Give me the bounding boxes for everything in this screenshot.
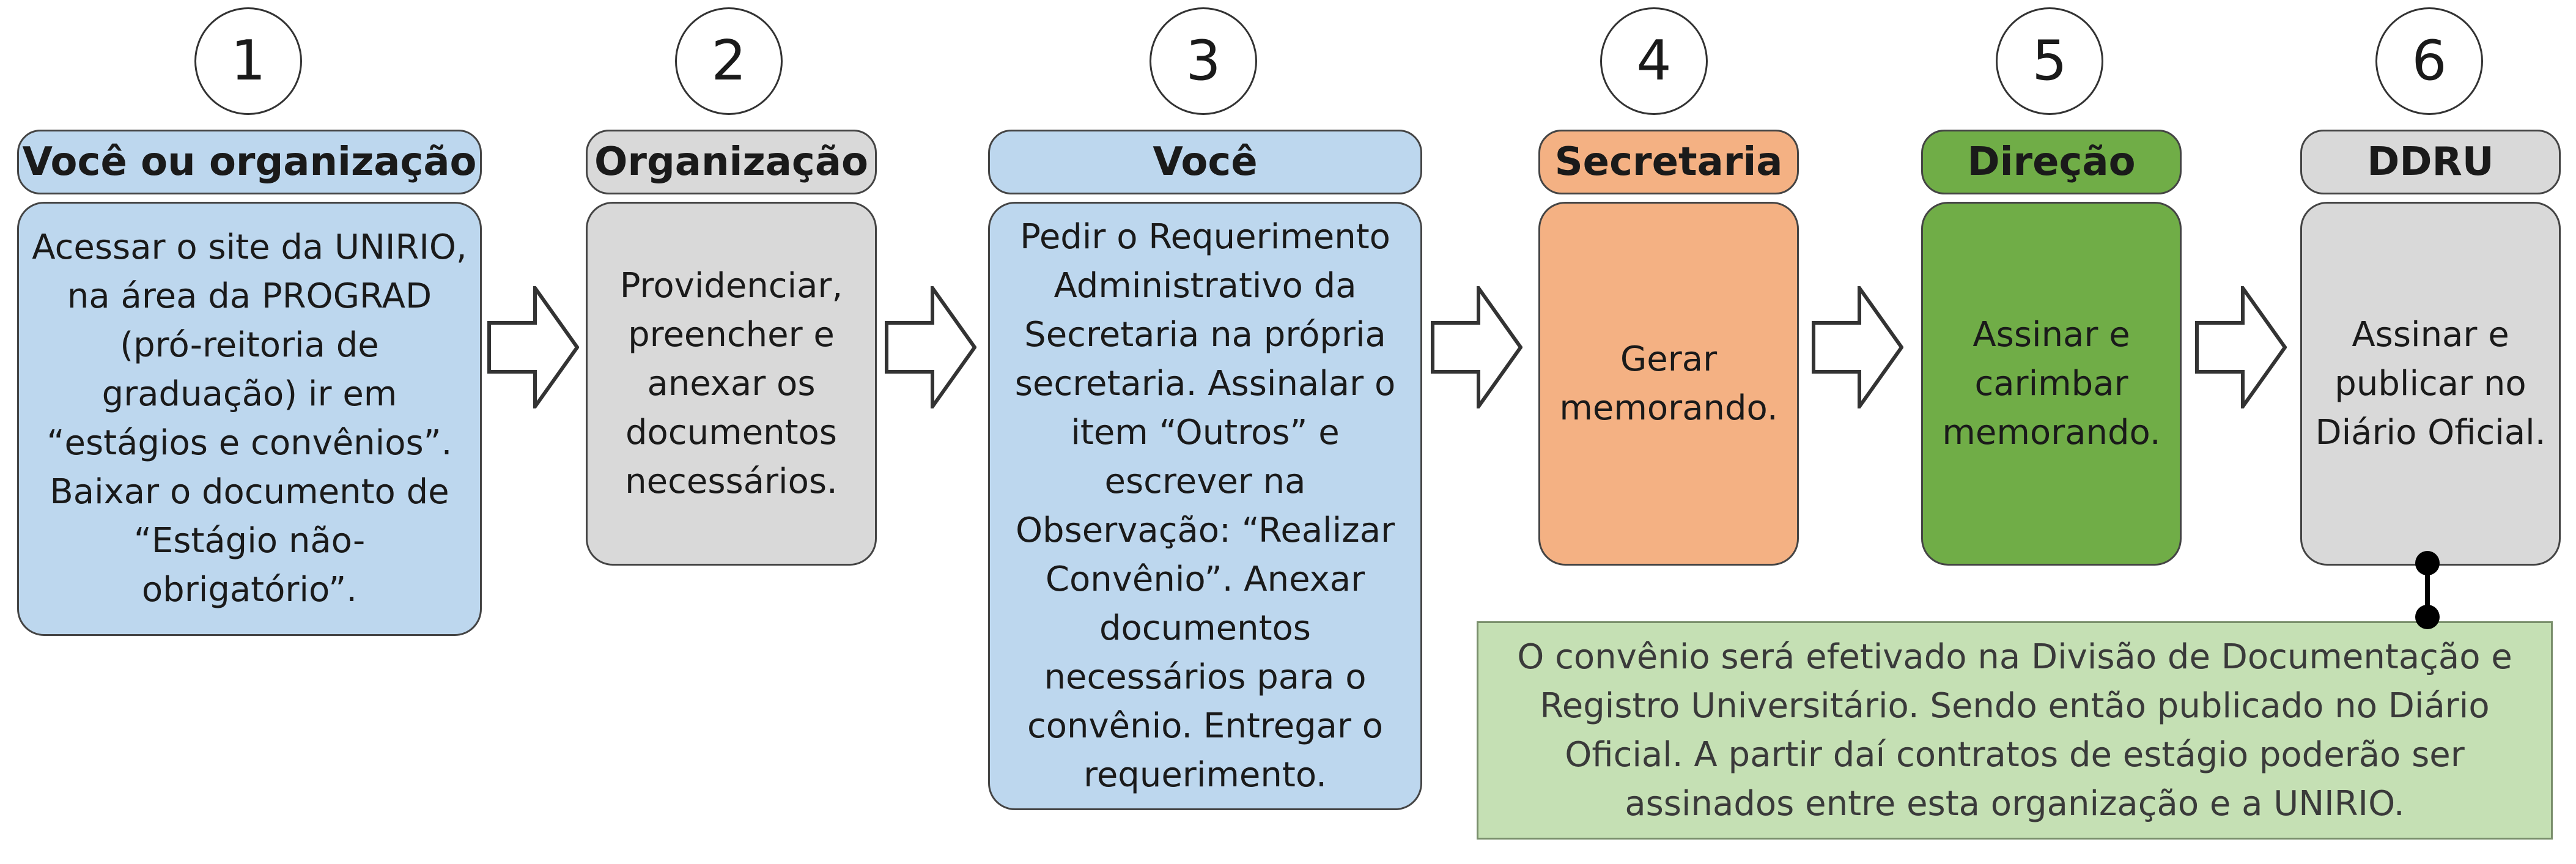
arrow-right-icon (2195, 286, 2287, 408)
step-2-box (586, 202, 877, 566)
step-5-header: Direção (1921, 130, 2182, 194)
step-6-header: DDRU (2300, 130, 2561, 194)
step-5-text: Assinar e carimbar memorando. (1942, 314, 2161, 452)
step-1-box (17, 202, 482, 636)
step-4-number: 4 (1600, 7, 1708, 115)
step-1-number: 1 (194, 7, 302, 115)
step-2-text: Providenciar, preencher e anexar os documentos necessários. (619, 265, 843, 501)
step-4-header: Secretaria (1538, 130, 1799, 194)
step-2-header: Organização (586, 130, 877, 194)
step-4-text: Gerar memorando. (1559, 339, 1778, 428)
step-6-text: Assinar e publicar no Diário Oficial. (2315, 314, 2546, 452)
note-box (1477, 621, 2553, 840)
step-1-header: Você ou organização (17, 130, 482, 194)
step-3-box (988, 202, 1422, 810)
step-3-text: Pedir o Requerimento Administrativo da Secretaria na própria secretaria. Assinalar o item “Outros” e escrever na Observação: “Realizar Convênio”. Anexar documentos necessários para o convênio. Entregar o requerimento. (1014, 216, 1396, 795)
step-2-number: 2 (675, 7, 783, 115)
step-5-number: 5 (1996, 7, 2103, 115)
step-3-header: Você (988, 130, 1422, 194)
arrow-right-icon (1431, 286, 1522, 408)
arrow-right-icon (487, 286, 579, 408)
step-6-number: 6 (2375, 7, 2483, 115)
arrow-right-icon (1812, 286, 1903, 408)
step-1-text: Acessar o site da UNIRIO, na área da PROGRAD (pró-reitoria de graduação) ir em “estágios e convênios”. Baixar o documento de “Estágio não-obrigatório”. (32, 227, 467, 610)
arrow-right-icon (885, 286, 976, 408)
step-3-number: 3 (1150, 7, 1257, 115)
step-4-box (1538, 202, 1799, 566)
note-text: O convênio será efetivado na Divisão de Documentação e Registro Universitário. Sendo então publicado no Diário Oficial. A partir daí contratos de estágio poderão ser assinados entre esta organização e a UNIRIO. (1517, 637, 2512, 824)
connector-line (2409, 547, 2446, 633)
step-6-box (2300, 202, 2561, 566)
step-5-box (1921, 202, 2182, 566)
